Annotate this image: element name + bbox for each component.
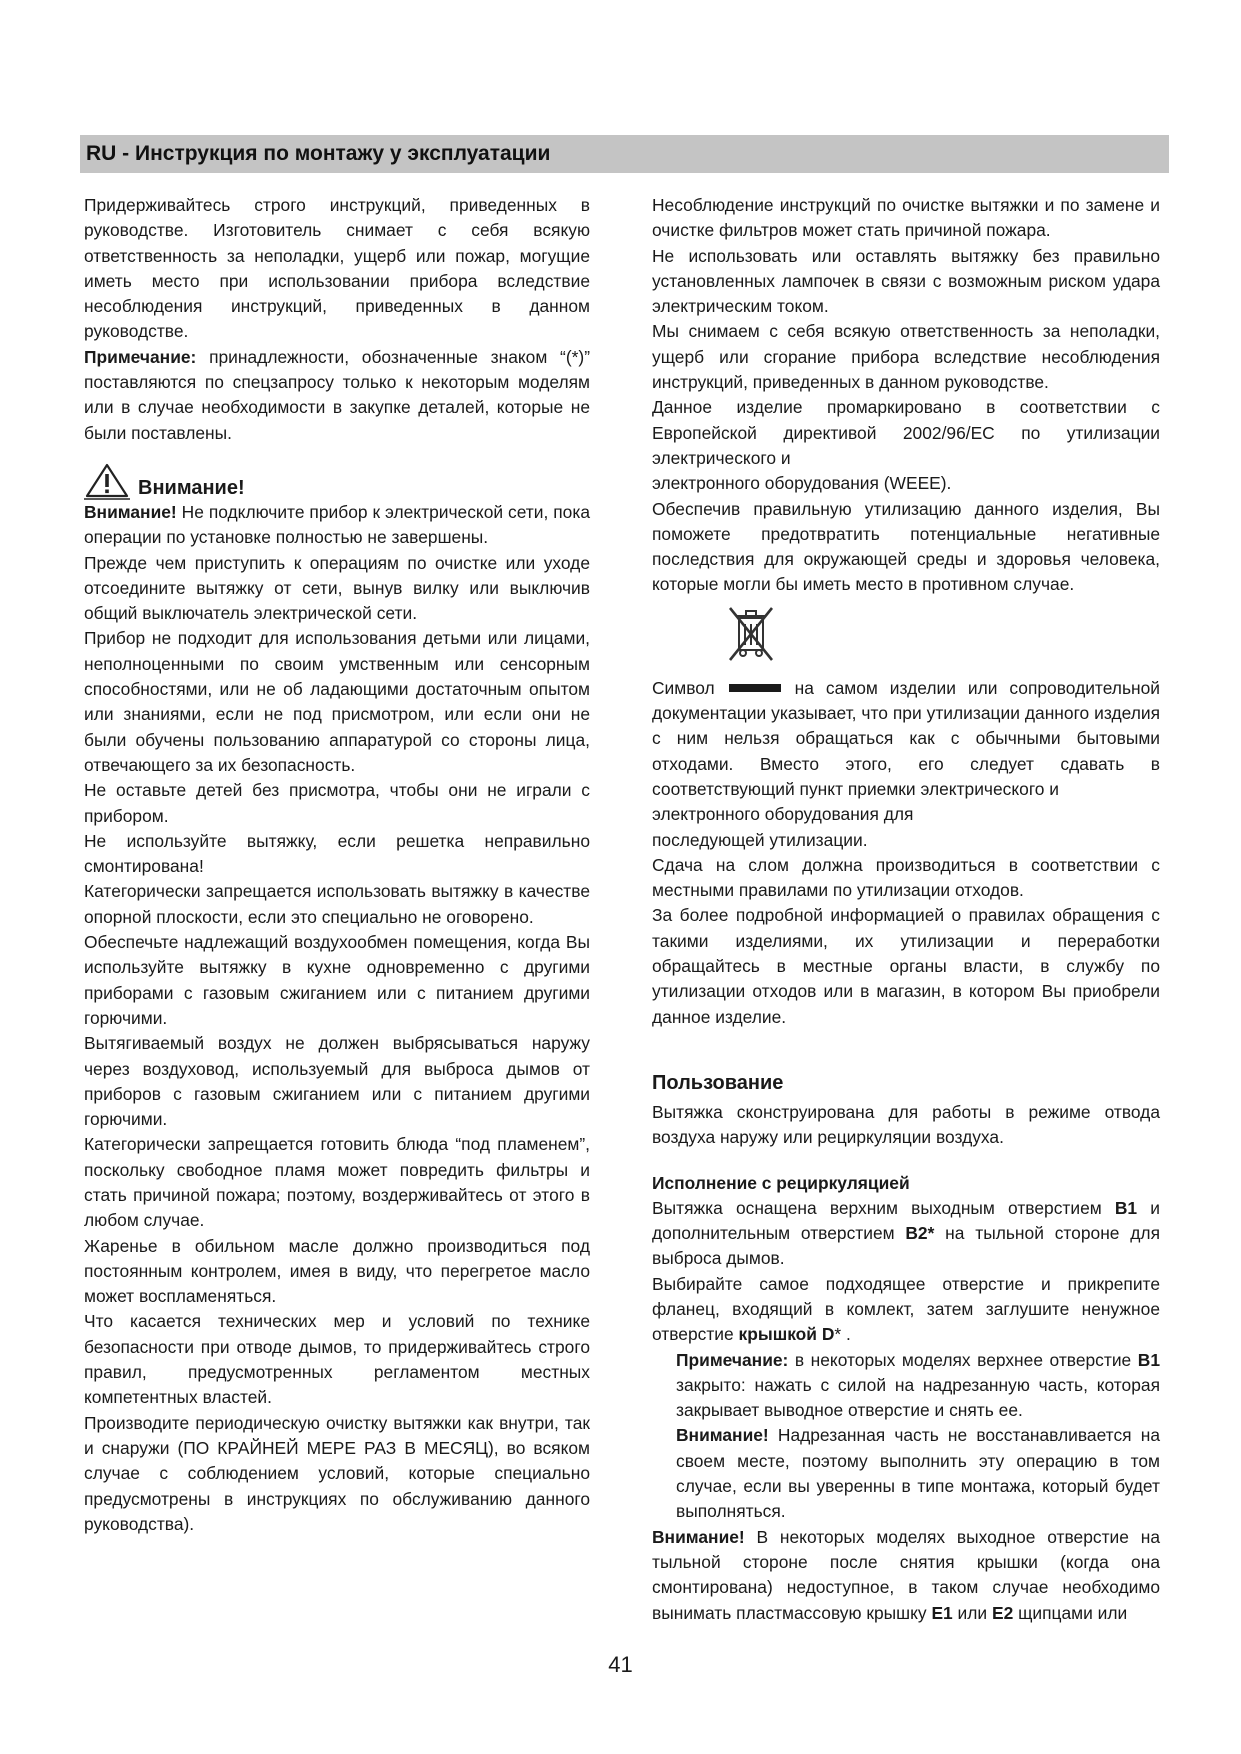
warning-heading-row [84,460,590,500]
note-label: Примечание: [84,346,197,367]
intro-paragraph: Придерживайтесь строго инструкций, приведенных в руководстве. Изготовитель снимает с себя всякую ответственность за неполадки, ущерб или пожар, могущие иметь место при использовании прибора вследствие несоблюдения инструкций, приведенных в данном руководстве. [84,195,590,342]
recirculation-paragraph [652,1196,1160,1272]
note-warning-paragraph [676,1423,1160,1524]
note-text: закрыто: нажать с силой на надрезанную часть, которая закрывает выводное отверстие и снять ее. [676,1374,1160,1421]
safety-paragraph: Обеспечьте надлежащий воздухообмен помещения, когда Вы используйте вытяжку в кухне одновременно с другими приборами с газовым сжиганием или с питанием другими горючими. [84,932,590,1028]
warning-label: Внимание! [84,501,177,522]
safety-paragraph: Производите периодическую очистку вытяжки как внутри, так и снаружи (ПО КРАЙНЕЙ МЕРЕ РАЗ В МЕСЯЦ), во всяком случае с соблюдением условий, которые специально предусмотрены в инструкциях по обслуживанию данного руководства). [84,1412,590,1534]
safety-paragraph: Не используйте вытяжку, если решетка неправильно смонтирована! [84,830,590,877]
info-paragraph: последующей утилизации. [652,829,868,850]
right-column [652,193,1160,1626]
safety-paragraph: Категорически запрещается использовать вытяжку в качестве опорной плоскости, если это специально не оговорено. [84,881,590,927]
note-label: Примечание: [676,1349,789,1370]
warning-label: Внимание! [652,1526,745,1547]
symbol-word: Символ [652,677,715,698]
safety-paragraph: Прежде чем приступить к операциям по очистке или уходе отсоедините вытяжку от сети, вынув вилку или выключив общий выключатель электрической сети. [84,552,590,624]
warning-triangle-icon [84,462,130,500]
label-lid-d: крышкой D [738,1324,835,1345]
info-paragraph: Обеспечив правильную утилизацию данного изделия, Вы поможете предотвратить потенциальные негативные последствия для окружающей среды и здоровья человека, которые могли бы иметь место в противном случае. [652,498,1160,595]
safety-paragraph: Жаренье в обильном масле должно производиться под постоянным контролем, имея в виду, что перегретое масло может воспламеняться. [84,1235,590,1307]
info-paragraph: Мы снимаем с себя всякую ответственность за неполадки, ущерб или сгорание прибора вследствие несоблюдения инструкций, приведенных в данном руководстве. [652,321,1160,393]
crossed-bin-icon [724,604,778,664]
recirculation-paragraph [652,1272,1160,1348]
info-paragraph: Не использовать или оставлять вытяжку без правильно установленных лампочек в связи с возможным риском удара электрическим током. [652,245,1160,317]
page-number: 41 [608,1652,633,1677]
safety-paragraph: Категорически запрещается готовить блюда “под пламенем”, поскольку свободное пламя может повредить фильтры и стать причиной пожара; поэтому, воздерживайтесь от этого в любом случае. [84,1134,590,1231]
note-text: в некоторых моделях верхнее отверстие [788,1349,1138,1370]
weee-symbol-block [652,604,1160,666]
usage-paragraph: Вытяжка сконструирована для работы в режиме отвода воздуха наружу или рециркуляции воздуха. [652,1101,1160,1148]
section-title: RU - Инструкция по монтажу у эксплуатации [86,142,551,165]
info-paragraph: электронного оборудования (WEEE). [652,473,952,494]
recirc-text: Выбирайте самое подходящее отверстие и прикрепите фланец, входящий в комлект, затем заглушите ненужное отверстие [652,1273,1160,1345]
label-e2: E2 [991,1602,1014,1623]
warning-text: В некоторых моделях выходное отверстие на тыльной стороне после снятия крышки (когда она смонтирована) недоступное, в таком случае необходимо вынимать пластмассовую крышку [652,1526,1160,1623]
warning-text: щипцами или [1013,1602,1128,1623]
recirc-text: Вытяжка оснащена верхним выходным отверстием [652,1197,1115,1218]
section-header-band [80,135,1169,173]
warning-label: Внимание! [676,1425,769,1446]
recirc-text: * . [834,1324,851,1345]
note-text: принадлежности, обозначенные знаком “(*)” поставляются по спецзапросу только к некоторым моделям или в случае необходимости в закупке деталей, которые не были поставлены. [84,346,590,443]
symbol-text: на самом изделии или сопроводительной документации указывает, что при утилизации данного изделия с ним нельзя обращаться как с обычными бытовыми отходами. Вместо этого, его следует сдавать в соответствующий пункт приемки электрического и [652,677,1160,799]
info-paragraph: Несоблюдение инструкций по очистке вытяжки и по замене и очистке фильтров может стать причиной пожара. [652,195,1160,241]
final-warning-paragraph [652,1525,1160,1626]
safety-paragraph: Вытягиваемый воздух не должен выбрясываться наружу через воздуховод, используемый для выброса дымов от приборов с газовым сжиганием или с питанием другими горючими. [84,1033,590,1130]
info-paragraph: электронного оборудования для [652,804,914,825]
symbol-paragraph [652,676,1160,802]
safety-paragraph: Прибор не подходит для использования детьми или лицами, неполноценными по своим умственным или сенсорным способностями, или не об ладающими достаточным опытом или знаниями, если не под присмотром, или если они не были обучены пользованию аппаратурой со стороны лица, отвечающего за их безопасность. [84,628,590,775]
warning-text: или [952,1602,992,1623]
left-column [84,193,590,1537]
info-paragraph: Сдача на слом должна производиться в соответствии с местными правилами по утилизации отходов. [652,854,1160,901]
recirc-text: и дополнительным отверстием [652,1197,1160,1244]
warning-paragraph [84,500,590,551]
label-e1: E1 [931,1602,953,1623]
note-paragraph [676,1348,1160,1424]
label-b1: B1 [1114,1197,1138,1218]
info-paragraph: Данное изделие промаркировано в соответствии с Европейской директивой 2002/96/EC по утилизации электрического и [652,397,1160,468]
safety-paragraph: Что касается технических мер и условий по технике безопасности при отводе дымов, то придерживайтесь строго правил, предусмотренных регламентом местных компетентных властей. [84,1311,590,1408]
warning-heading: Внимание! [138,476,245,499]
info-paragraph: За более подробной информацией о правилах обращения с такими изделиями, их утилизации и переработки обращайтесь в местные органы власти, в службу по утилизации отходов или в магазин, в котором Вы приобрели данное изделие. [652,905,1160,1027]
recirc-text: на тыльной стороне для выброса дымов. [652,1223,1160,1269]
recirculation-heading: Исполнение с рециркуляцией [652,1172,910,1193]
safety-paragraph: Не оставьте детей без присмотра, чтобы они не играли с прибором. [84,780,590,826]
usage-heading: Пользование [652,1071,784,1094]
note-block [652,1348,1160,1525]
note-paragraph [84,345,590,446]
warning-text: Надрезанная часть не восстанавливается на своем месте, поэтому выполнить эту операцию в том случае, если вы уверенны в типе монтажа, который будет выполняться. [676,1425,1160,1522]
warning-text: Не подключите прибор к электрической сети, пока операции по установке полностью не завершены. [84,501,590,548]
label-b2: B2* [905,1223,935,1244]
label-b1: B1 [1137,1349,1160,1370]
black-bar-symbol-icon [729,684,781,692]
